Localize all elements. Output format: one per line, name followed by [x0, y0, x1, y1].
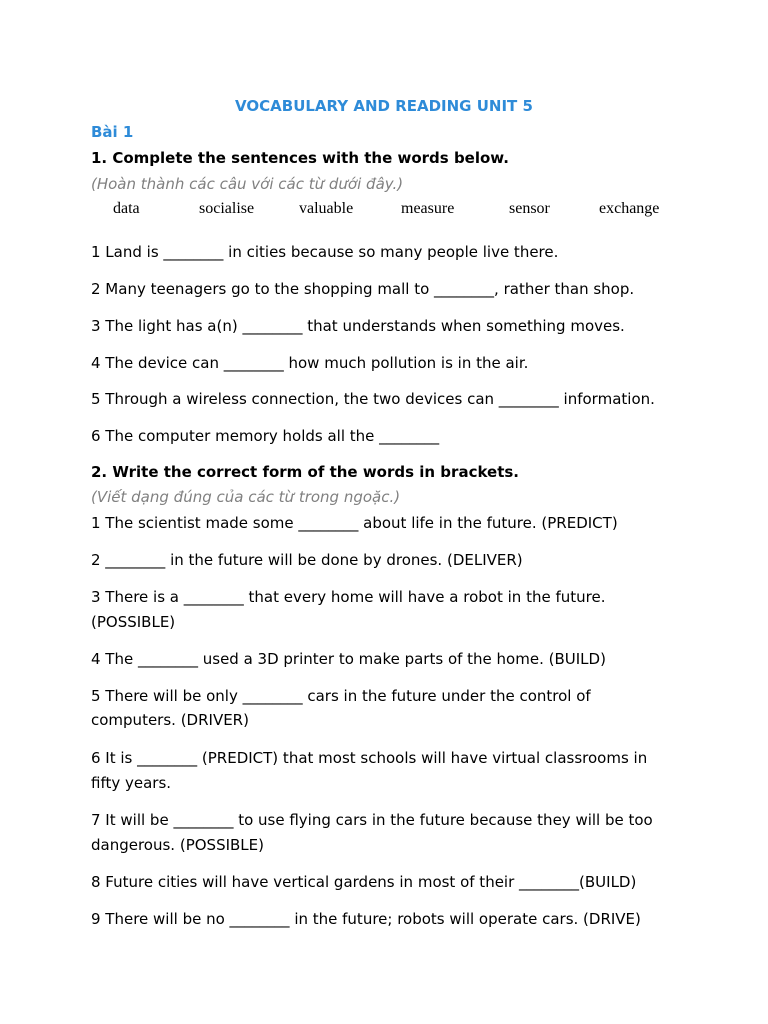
page-title: VOCABULARY AND READING UNIT 5	[235, 97, 533, 115]
exercise2-sentence: 6 It is ________ (PREDICT) that most schools will have virtual classrooms in	[91, 749, 648, 767]
exercise2-sentence: 1 The scientist made some ________ about life in the future. (PREDICT)	[91, 514, 618, 532]
exercise2-sentence: 5 There will be only ________ cars in the future under the control of	[91, 687, 591, 705]
word-bank-item: data	[113, 200, 140, 217]
exercise2-sentence: 7 It will be ________ to use flying cars in the future because they will be too	[91, 811, 653, 829]
word-bank-item: sensor	[509, 200, 550, 217]
exercise1-translation: (Hoàn thành các câu với các từ dưới đây.)	[91, 175, 404, 193]
word-bank-item: measure	[401, 200, 455, 217]
exercise2-sentence: 3 There is a ________ that every home will have a robot in the future.	[91, 588, 606, 606]
exercise2-sentence: 9 There will be no ________ in the future; robots will operate cars. (DRIVE)	[91, 910, 641, 928]
word-bank-item: valuable	[299, 200, 354, 217]
exercise2-translation: (Viết dạng đúng của các từ trong ngoặc.)	[91, 488, 401, 506]
exercise1-sentence: 5 Through a wireless connection, the two devices can ________ information.	[91, 390, 655, 408]
exercise2-sentence: 8 Future cities will have vertical gardens in most of their ________(BUILD)	[91, 873, 637, 891]
exercise2-sentence-continuation: computers. (DRIVER)	[91, 711, 249, 729]
exercise2-sentence: 2 ________ in the future will be done by drones. (DELIVER)	[91, 551, 523, 569]
exercise2-sentence: 4 The ________ used a 3D printer to make parts of the home. (BUILD)	[91, 650, 606, 668]
exercise1-sentence: 6 The computer memory holds all the ________	[91, 427, 440, 445]
exercise1-sentence: 1 Land is ________ in cities because so many people live there.	[91, 243, 559, 261]
word-bank	[0, 200, 768, 220]
exercise1-sentence: 4 The device can ________ how much pollution is in the air.	[91, 354, 529, 372]
word-bank-item: socialise	[199, 200, 255, 217]
exercise2-sentence-continuation: dangerous. (POSSIBLE)	[91, 836, 264, 854]
section-label: Bài 1	[91, 123, 134, 141]
exercise1-sentence: 2 Many teenagers go to the shopping mall to ________, rather than shop.	[91, 280, 635, 298]
exercise1-sentence: 3 The light has a(n) ________ that understands when something moves.	[91, 317, 625, 335]
exercise2-sentence-continuation: (POSSIBLE)	[91, 613, 176, 631]
exercise2-heading: 2. Write the correct form of the words in brackets.	[91, 463, 519, 481]
exercise1-heading: 1. Complete the sentences with the words below.	[91, 149, 509, 167]
exercise2-sentence-continuation: fifty years.	[91, 774, 172, 792]
word-bank-item: exchange	[599, 200, 660, 217]
